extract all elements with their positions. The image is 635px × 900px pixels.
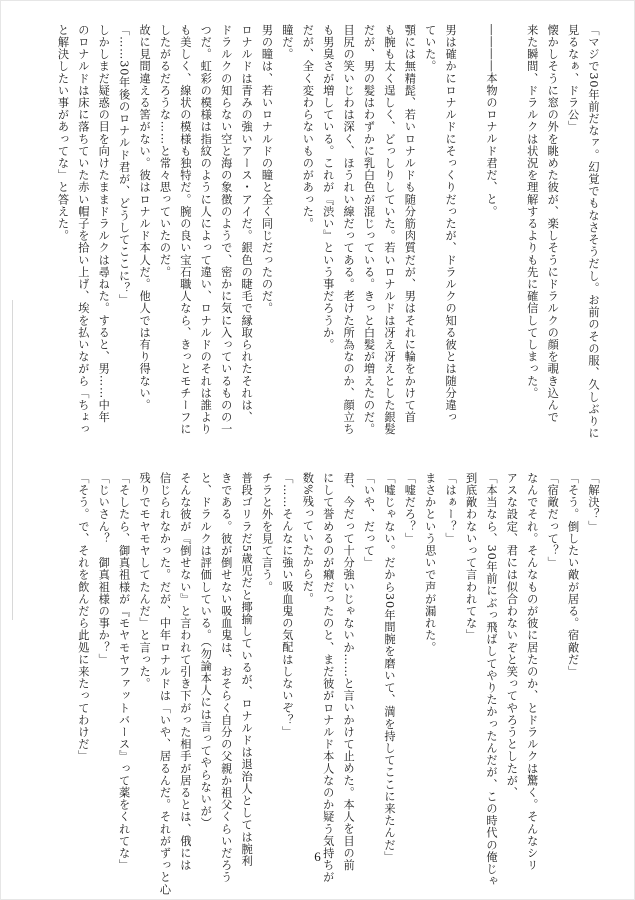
margin-rule bbox=[12, 300, 13, 620]
lower-text-block: 「解決？」 「そう。倒したい敵が居る。宿敵だ」 「宿敵だって？」 なんでそれ。そんなものが彼に居たのか、とドラルクは驚く。そんなシリ アスな設定、君には似合わないぞと笑ってやろうとしたが、 「本当なら、30年前にぶっ飛ばしてやりたかったんだが、この時代の俺じゃ 到底敵わないって言われてな」 「はぁー？」 まさかという思いで声が漏れた。 「嘘だろ？」 「嘘じゃない。だから30年間腕を磨いて、満を持してここに来たんだ」 「いや、だって」 君、今だって十分強いじゃないか……と言いかけて止めた。本人を目の前 にして誉めるのが癪だったのと、まだ彼がロナルド本人なのか疑う気持ちが 数%残っていたからだ。 「……そんなに強い吸血鬼の気配はしないぞ？」 チラと外を見て言う。 普段ゴリラだ5歳児だと揶揄しているが、ロナルドは退治人としては腕利 きである。彼が倒せない吸血鬼は、おそらく自分の父親か祖父くらいだろう と、ドラルクは評価している。（勿論本人には言ってやらないが） そんな彼が『倒せない』と言われて引き下がった相手が居るとは、俄には 信じられなかった。だが、中年ロナルドは「いや、居るんだ。それがずっと心 残りでモヤモヤしてたんだ」と言った。 「そしたら、御真祖様が『モヤモヤファットバース』って薬をくれてな」 「じいさん？ 御真祖様の事か？」 「そう。で、それを飲んだら此処に来たってわけだ」 bbox=[76, 472, 600, 896]
upper-text-block: 「マジで30年前だなァ。幻覚でもなさそうだし。お前のその服、久しぶりに 見るなぁ、ドラ公」 懐かしそうに窓の外を眺めた彼が、楽しそうにドラルクの顔を覗き込んで 来た瞬間、ドラルクは状況を理解するよりも先に確信してしまった。 ――――本物のロナルド君だ、と。 男は確かにロナルドにそっくりだったが、ドラルクの知る彼とは随分違っ ていた。 顎には無精髭、若いロナルドも随分筋肉質だが、男はそれに輪をかけて首 も腕も太く逞しく、どっしりしていた。若いロナルドは冴え冴えとした銀髪 だが、男の髪はわずかに乳白色が混じっている。きっと白髪が増えたのだ。 目尻の笑いじわは深く、ほうれい線だってある。老けた所為なのか、顔立ち も男臭さが増している。これが『渋い』という事だろうか。 だが、全く変わらないものがあった。 瞳だ。 男の瞳は、若いロナルドの瞳と全く同じだったのだ。 ロナルドは青みの強いアース・アイだ。銀色の睫毛で縁取られたそれは、 ドラルクの知らない空と海の象徴のようで、密かに気に入っているものの一 つだ。虹彩の模様は指紋のように人によって違い、ロナルドのそれは誰より も美しく、線状の模様も独特だ。腕の良い宝石職人なら、きっとモチーフに したがるだろうな……と常々思っていたのだ。 故に見間違える筈がない。彼はロナルド本人だ。他人では有り得ない。 「……30年後のロナルド君が、どうしてここに？」 しかしまだ疑惑の目を向けたままドラルクは尋ねた。すると、男……中年 のロナルドは床に落ちていた赤い帽子を拾い上げ、埃を払いながら「ちょっ と解決したい事があってな」と答えた。 bbox=[56, 24, 600, 440]
page-number: 6 bbox=[314, 849, 321, 864]
